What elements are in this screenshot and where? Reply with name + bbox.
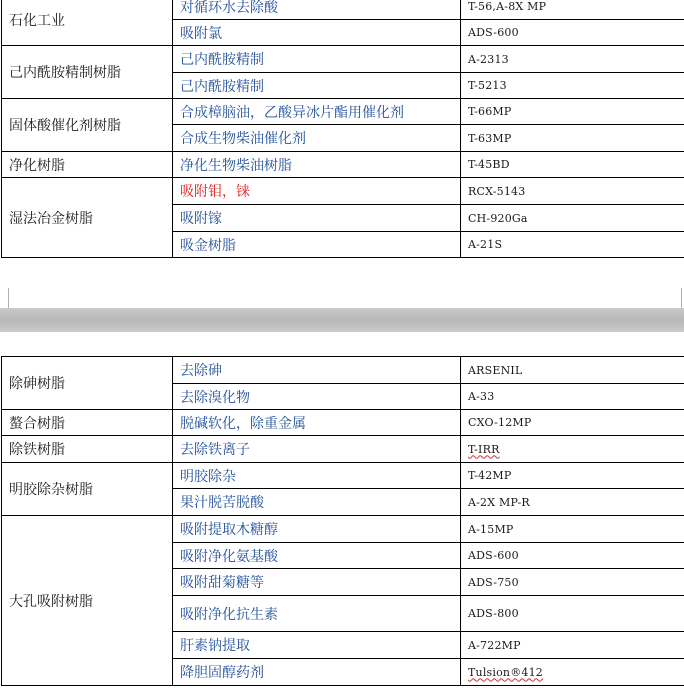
table-row [2, 152, 684, 178]
table-row [2, 99, 684, 125]
model-cell: A-33 [461, 384, 684, 410]
model-text-spellcheck: Tulsion®412 [468, 665, 544, 679]
resin-table-top [1, 0, 684, 258]
model-cell: T-45BD [461, 152, 684, 178]
page-break-gap [0, 308, 684, 332]
model-cell: T-5213 [461, 73, 684, 99]
model-cell: CXO-12MP [461, 410, 684, 436]
model-cell: RCX-5143 [461, 178, 684, 205]
page-bottom-margin [0, 256, 684, 308]
application-cell: 净化生物柴油树脂 [173, 152, 461, 178]
application-cell: 吸附净化氨基酸 [173, 543, 461, 569]
model-cell: T-56,A-8X MP [461, 0, 684, 20]
model-cell: ADS-600 [461, 543, 684, 569]
model-cell: ADS-750 [461, 569, 684, 596]
model-cell: A-722MP [461, 632, 684, 659]
model-cell [461, 436, 684, 463]
application-cell: 去除溴化物 [173, 384, 461, 410]
category-cell: 明胶除杂树脂 [2, 463, 173, 516]
application-cell: 肝素钠提取 [173, 632, 461, 659]
application-cell: 吸附甜菊糖等 [173, 569, 461, 596]
crop-mark-left [8, 288, 9, 308]
model-cell: ADS-600 [461, 20, 684, 46]
category-cell: 除铁树脂 [2, 436, 173, 463]
application-cell: 己内酰胺精制 [173, 46, 461, 73]
application-cell: 去除砷 [173, 357, 461, 384]
application-cell: 去除铁离子 [173, 436, 461, 463]
model-cell: T-42MP [461, 463, 684, 489]
application-cell: 吸附净化抗生素 [173, 596, 461, 632]
table-row [2, 46, 684, 73]
category-cell: 大孔吸附树脂 [2, 516, 173, 686]
application-cell: 合成生物柴油催化剂 [173, 125, 461, 152]
application-cell: 己内酰胺精制 [173, 73, 461, 99]
model-cell: ADS-800 [461, 596, 684, 632]
application-cell: 对循环水去除酸 [173, 0, 461, 20]
application-cell: 吸附镓 [173, 205, 461, 232]
model-cell: CH-920Ga [461, 205, 684, 232]
category-cell: 己内酰胺精制树脂 [2, 46, 173, 99]
category-cell: 净化树脂 [2, 152, 173, 178]
table-row [2, 436, 684, 463]
model-cell [461, 659, 684, 686]
crop-mark-right [681, 288, 682, 308]
application-cell: 合成樟脑油，乙酸异冰片酯用催化剂 [173, 99, 461, 125]
table-row [2, 410, 684, 436]
model-text-spellcheck: T-IRR [468, 442, 500, 456]
model-cell: A-2X MP-R [461, 489, 684, 516]
model-cell: T-63MP [461, 125, 684, 152]
table-row [2, 178, 684, 205]
application-cell: 吸附氯 [173, 20, 461, 46]
category-cell: 固体酸催化剂树脂 [2, 99, 173, 152]
application-cell: 吸附提取木糖醇 [173, 516, 461, 543]
category-cell: 石化工业 [2, 0, 173, 46]
model-cell: A-15MP [461, 516, 684, 543]
category-cell: 螯合树脂 [2, 410, 173, 436]
application-cell: 降胆固醇药剂 [173, 659, 461, 686]
application-cell: 脱碱软化，除重金属 [173, 410, 461, 436]
application-cell: 吸金树脂 [173, 232, 461, 258]
model-cell: T-66MP [461, 99, 684, 125]
table-row [2, 0, 684, 20]
model-cell: A-21S [461, 232, 684, 258]
category-cell: 除砷树脂 [2, 357, 173, 410]
application-cell: 明胶除杂 [173, 463, 461, 489]
application-cell: 果汁脱苦脱酸 [173, 489, 461, 516]
resin-table-bottom-body [2, 357, 684, 686]
table-row [2, 516, 684, 543]
table-row [2, 357, 684, 384]
application-cell: 吸附钼，铼 [173, 178, 461, 205]
model-cell: ARSENIL [461, 357, 684, 384]
category-cell: 湿法冶金树脂 [2, 178, 173, 258]
resin-table-top-body [2, 0, 684, 258]
model-cell: A-2313 [461, 46, 684, 73]
table-row [2, 463, 684, 489]
resin-table-bottom [1, 356, 684, 686]
